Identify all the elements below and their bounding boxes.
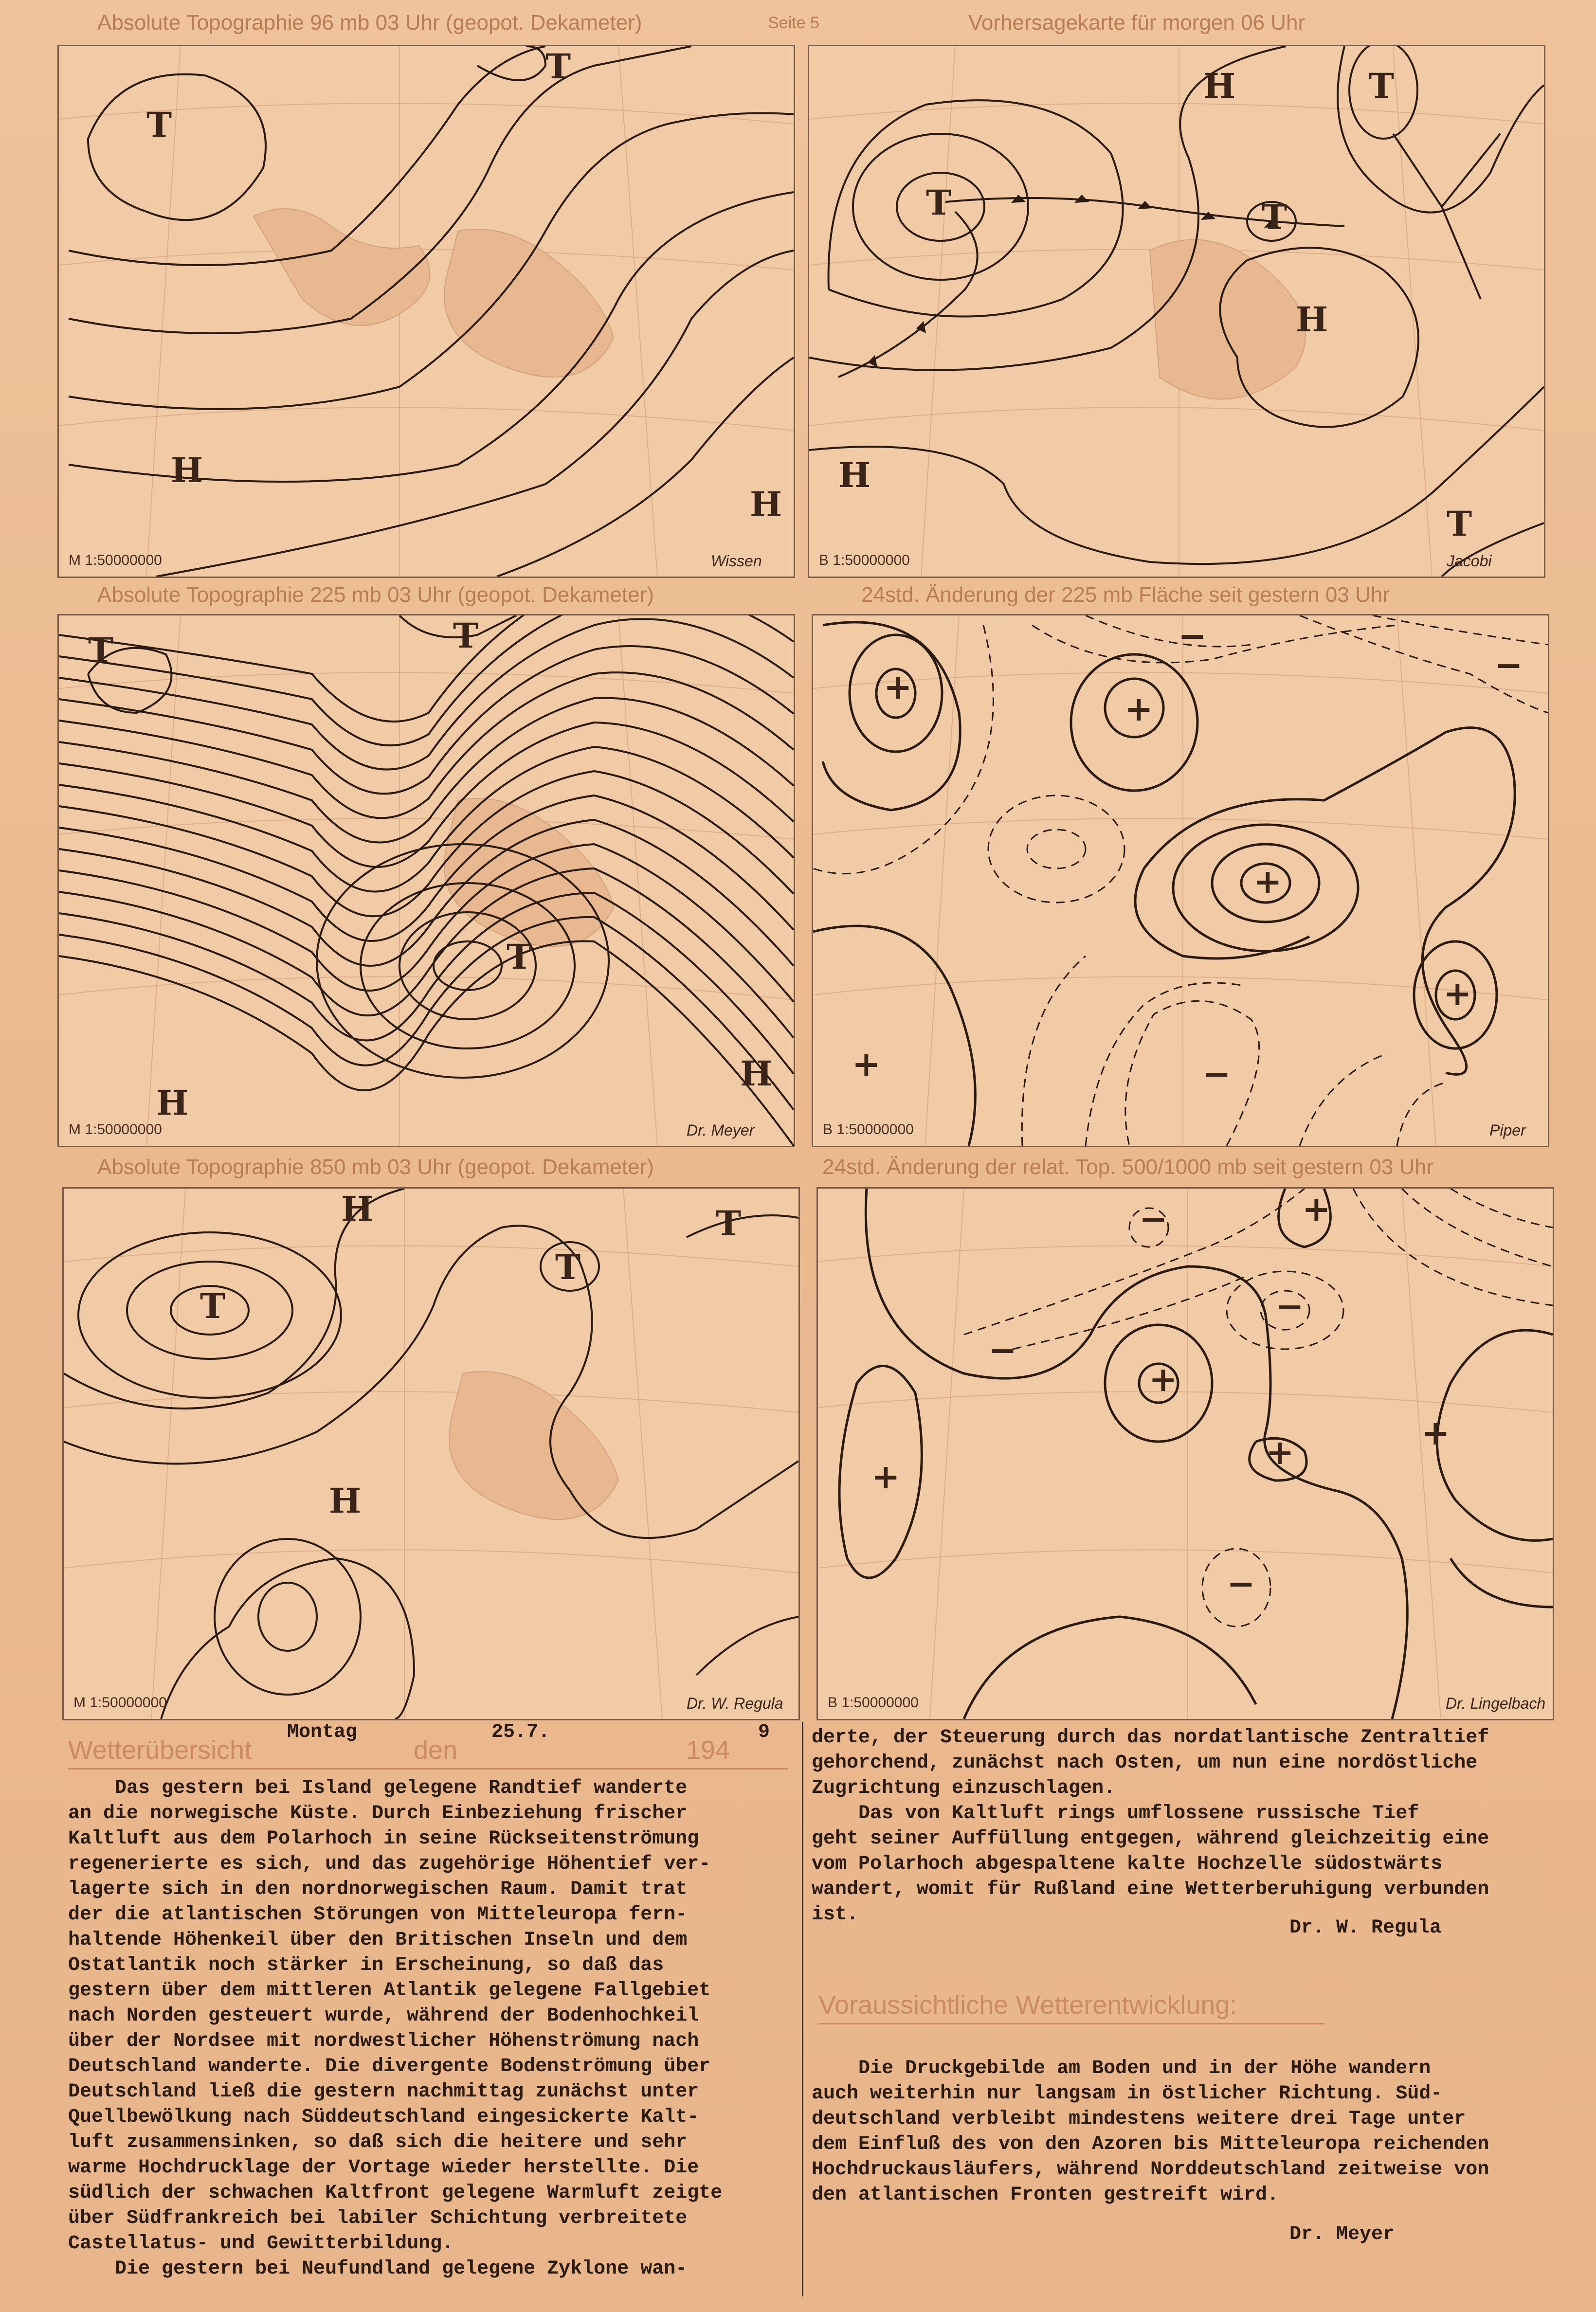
overview-author: Dr. W. Regula — [1289, 1917, 1442, 1939]
high-pressure-symbol: H — [1296, 299, 1328, 340]
low-pressure-symbol: T — [146, 105, 172, 145]
map-title-forecast: Vorhersagekarte für morgen 06 Uhr — [968, 11, 1306, 35]
forecast-author: Dr. Meyer — [1289, 2223, 1395, 2245]
map-scale: B 1:50000000 — [819, 552, 910, 568]
rise-symbol: + — [1149, 1359, 1178, 1399]
map-225mb — [57, 614, 795, 1147]
fall-symbol: − — [1227, 1563, 1255, 1604]
map-title-relat-top-change: 24std. Änderung der relat. Top. 500/1000 mb seit gestern 03 Uhr — [822, 1155, 1434, 1179]
forecast-text: Die Druckgebilde am Boden und in der Höhe wandern auch weiterhin nur langsam in östlicher Richtung. Süd- deutschland verbleibt mindestens weitere drei Tage unter dem Einfluß des von den Azoren bis Mitteleuropa reichenden Hochdruckausläufers, während Norddeutschland zeitweise von den atlantischen Fronten gestreift wird. — [812, 2058, 1489, 2206]
isoline-layer — [64, 1189, 798, 1719]
rise-symbol: + — [1302, 1189, 1331, 1229]
high-pressure-symbol: H — [740, 1053, 773, 1094]
map-forecast — [808, 45, 1545, 578]
fall-symbol: − — [1494, 645, 1523, 685]
fall-symbol: − — [1139, 1198, 1168, 1239]
high-pressure-symbol: H — [1203, 66, 1236, 106]
date-den: den — [414, 1735, 458, 1765]
low-pressure-symbol: T — [200, 1286, 226, 1326]
map-signature: Dr. Meyer — [687, 1121, 755, 1139]
map-signature: Jacobi — [1447, 552, 1492, 570]
rise-symbol: + — [1266, 1432, 1294, 1472]
fall-symbol: − — [1275, 1286, 1304, 1326]
map-signature: Wissen — [711, 552, 762, 570]
isoline-layer — [818, 1189, 1553, 1719]
low-pressure-symbol: T — [926, 182, 952, 223]
rise-symbol: + — [871, 1456, 900, 1497]
low-pressure-symbol: T — [453, 615, 479, 656]
page-number: Seite 5 — [768, 14, 819, 32]
high-pressure-symbol: H — [838, 455, 871, 495]
map-scale: M 1:50000000 — [69, 1121, 162, 1138]
map-title-225mb: Absolute Topographie 225 mb 03 Uhr (geopot. Dekameter) — [97, 583, 654, 607]
high-pressure-symbol: H — [750, 484, 782, 524]
map-scale: M 1:50000000 — [69, 552, 162, 568]
date-day: 25.7. — [491, 1721, 550, 1743]
map-relat-top-change — [816, 1187, 1554, 1720]
overview-text-col1: Das gestern bei Island gelegene Randtief wanderte an die norwegische Küste. Durch Einbeziehung frischer Kaltluft aus dem Polarhoch in seine Rückseitenströmung regenerierte es sich, und das zugehörige Höhentief ver- lagerte sich in den nordnorwegischen Raum. Damit trat der die atlantischen Störungen von Mitteleuropa fern- haltende Höhenkeil über den Britischen Inseln und dem Ostatlantik noch stärker in Erscheinung, so daß das gestern über dem mittleren Atlantik gelegene Fallgebiet nach Norden gesteuert wurde, während der Bodenhochkeil über der Nordsee mit nordwestlicher Höhenströmung nach Deutschland wanderte. Die divergente Bodenströmung über Deutschland ließ die gestern nachmittag zunächst unter Quellbewölkung nach Süddeutschland eingesickerte Kalt- luft zusammensinken, so daß sich die heitere und sehr warme Hochdrucklage der Vortage wieder herstellte. Die südlich der schwachen Kaltfront gelegene Warmluft zeigte über Südfrankreich bei labiler Schichtung verbreitete Castellatus- und Gewitterbildung. Die gestern bei Neufundland gelegene Zyklone wan- — [68, 1777, 723, 2280]
rise-symbol: + — [884, 667, 912, 707]
overview-text-col2: derte, der Steuerung durch das nordatlantische Zentraltief gehorchend, zunächst nach Osten, um nun eine nordöstliche Zugrichtung einzuschlagen. Das von Kaltluft rings umflossene russische Tief geht seiner Auffüllung entgegen, während gleichzeitig eine vom Polarhoch abgespaltene kalte Hochzelle südostwärts wandert, womit für Rußland eine Wetterberuhigung verbunden ist. — [812, 1727, 1489, 1926]
high-pressure-symbol: H — [341, 1189, 374, 1229]
date-weekday: Montag — [287, 1721, 358, 1743]
low-pressure-symbol: T — [88, 630, 114, 670]
map-signature: Piper — [1489, 1121, 1526, 1139]
isobar-layer — [809, 46, 1544, 577]
map-title-850mb: Absolute Topographie 850 mb 03 Uhr (geopot. Dekameter) — [97, 1155, 654, 1179]
rise-symbol: + — [1253, 861, 1282, 902]
contour-lines — [59, 615, 794, 1146]
map-96mb — [57, 45, 795, 578]
fall-symbol: − — [1202, 1053, 1231, 1094]
forecast-underline — [818, 2023, 1324, 2024]
rise-symbol: + — [1124, 688, 1153, 729]
low-pressure-symbol: T — [1447, 504, 1472, 544]
low-pressure-symbol: T — [1262, 197, 1288, 237]
rise-symbol: + — [1443, 973, 1472, 1013]
rise-symbol: + — [1421, 1412, 1450, 1453]
map-scale: B 1:50000000 — [828, 1695, 919, 1711]
map-signature: Dr. W. Regula — [687, 1695, 783, 1712]
map-scale: B 1:50000000 — [823, 1121, 914, 1138]
low-pressure-symbol: T — [545, 46, 571, 87]
high-pressure-symbol: H — [156, 1083, 189, 1123]
overview-underline — [68, 1768, 788, 1770]
date-year: 194 — [686, 1735, 730, 1765]
map-title-225mb-change: 24std. Änderung der 225 mb Fläche seit gestern 03 Uhr — [861, 583, 1390, 607]
isoline-layer — [59, 615, 794, 1146]
fall-symbol: − — [988, 1330, 1017, 1370]
map-scale: M 1:50000000 — [73, 1695, 167, 1711]
high-pressure-symbol: H — [329, 1481, 362, 1521]
fall-symbol: − — [1178, 615, 1207, 656]
overview-heading: Wetterübersicht — [68, 1735, 252, 1765]
map-signature: Dr. Lingelbach — [1446, 1695, 1546, 1712]
map-850mb — [62, 1187, 800, 1720]
low-pressure-symbol: T — [1369, 66, 1395, 106]
date-year-suffix: 9 — [758, 1721, 770, 1743]
low-pressure-symbol: T — [507, 937, 532, 977]
isoline-layer — [813, 615, 1548, 1146]
high-pressure-symbol: H — [171, 450, 203, 490]
forecast-heading: Voraussichtliche Wetterentwicklung: — [818, 1990, 1237, 2020]
low-pressure-symbol: T — [555, 1247, 581, 1287]
map-title-96mb: Absolute Topographie 96 mb 03 Uhr (geopot. Dekameter) — [97, 11, 642, 35]
low-pressure-symbol: T — [716, 1203, 742, 1244]
rise-symbol: + — [852, 1044, 881, 1084]
column-divider — [802, 1722, 803, 2296]
map-225mb-change — [812, 614, 1549, 1147]
